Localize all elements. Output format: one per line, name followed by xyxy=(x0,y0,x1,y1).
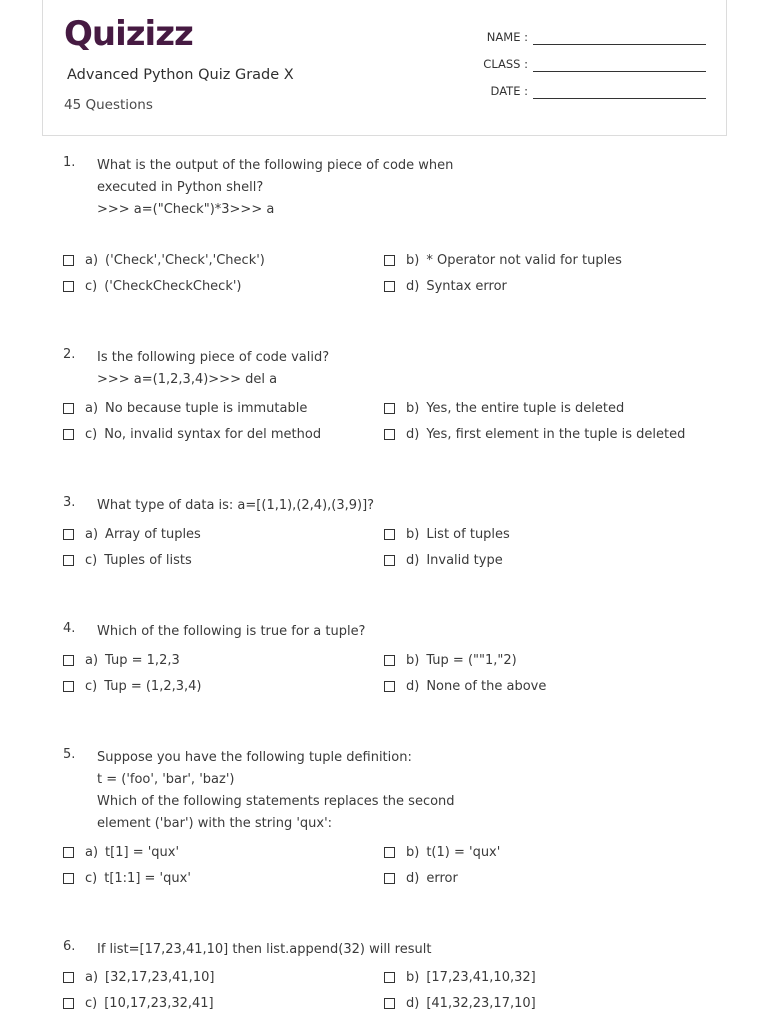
checkbox[interactable] xyxy=(384,555,395,566)
option-text: Tup = (""1,"2) xyxy=(426,652,517,668)
option-text: t[1:1] = 'qux' xyxy=(104,870,191,886)
option-letter: c) xyxy=(85,995,98,1011)
option-letter: c) xyxy=(85,870,98,886)
name-line[interactable] xyxy=(533,44,706,45)
checkbox[interactable] xyxy=(384,681,395,692)
checkbox[interactable] xyxy=(63,403,74,414)
quizizz-logo: Quizizz xyxy=(64,14,193,54)
checkbox[interactable] xyxy=(384,429,395,440)
option-letter: d) xyxy=(406,426,420,442)
option-letter: b) xyxy=(406,252,420,268)
checkbox[interactable] xyxy=(63,972,74,983)
question-line: If list=[17,23,41,10] then list.append(32) will result xyxy=(97,942,432,957)
checkbox[interactable] xyxy=(63,281,74,292)
class-label: CLASS : xyxy=(483,57,528,71)
option-letter: b) xyxy=(406,652,420,668)
question-text xyxy=(97,347,477,391)
option-letter: a) xyxy=(85,652,99,668)
option-text: ('CheckCheckCheck') xyxy=(104,278,242,294)
option-c[interactable] xyxy=(63,676,201,696)
quiz-title: Advanced Python Quiz Grade X xyxy=(67,67,294,83)
option-letter: d) xyxy=(406,870,420,886)
checkbox[interactable] xyxy=(63,847,74,858)
option-b[interactable] xyxy=(384,967,536,987)
option-text: ('Check','Check','Check') xyxy=(105,252,265,268)
checkbox[interactable] xyxy=(384,281,395,292)
checkbox[interactable] xyxy=(63,655,74,666)
option-text: None of the above xyxy=(426,678,547,694)
question-number: 5. xyxy=(63,747,76,762)
option-letter: b) xyxy=(406,526,420,542)
option-text: No because tuple is immutable xyxy=(105,400,308,416)
option-b[interactable] xyxy=(384,250,622,270)
option-b[interactable] xyxy=(384,398,624,418)
option-a[interactable] xyxy=(63,398,307,418)
option-letter: a) xyxy=(85,526,99,542)
option-text: List of tuples xyxy=(426,526,510,542)
option-text: [41,32,23,17,10] xyxy=(426,995,536,1011)
option-b[interactable] xyxy=(384,842,500,862)
question-text xyxy=(97,495,477,517)
option-text: Tuples of lists xyxy=(104,552,192,568)
question-line: Is the following piece of code valid? xyxy=(97,350,330,365)
checkbox[interactable] xyxy=(384,998,395,1009)
option-letter: a) xyxy=(85,252,99,268)
option-letter: d) xyxy=(406,678,420,694)
question-line: element ('bar') with the string 'qux': xyxy=(97,816,333,831)
option-text: error xyxy=(426,870,458,886)
option-d[interactable] xyxy=(384,276,507,296)
option-letter: d) xyxy=(406,552,420,568)
option-b[interactable] xyxy=(384,524,510,544)
question-number: 4. xyxy=(63,621,76,636)
question-text xyxy=(97,155,477,221)
option-letter: b) xyxy=(406,844,420,860)
option-d[interactable] xyxy=(384,424,685,444)
checkbox[interactable] xyxy=(384,655,395,666)
student-info-fields xyxy=(463,28,708,109)
option-letter: b) xyxy=(406,400,420,416)
question-count: 45 Questions xyxy=(64,97,153,113)
question-text xyxy=(97,747,477,835)
question-line: What is the output of the following piece of code when xyxy=(97,158,454,173)
checkbox[interactable] xyxy=(384,529,395,540)
question-number: 2. xyxy=(63,347,76,362)
option-c[interactable] xyxy=(63,868,191,888)
option-d[interactable] xyxy=(384,676,546,696)
question-line: Suppose you have the following tuple definition: xyxy=(97,750,412,765)
option-letter: c) xyxy=(85,678,98,694)
option-text: [17,23,41,10,32] xyxy=(426,969,536,985)
checkbox[interactable] xyxy=(63,555,74,566)
date-line[interactable] xyxy=(533,98,706,99)
date-field[interactable] xyxy=(463,82,708,109)
option-text: Yes, first element in the tuple is deleted xyxy=(426,426,686,442)
option-letter: c) xyxy=(85,552,98,568)
option-text: Yes, the entire tuple is deleted xyxy=(426,400,625,416)
checkbox[interactable] xyxy=(63,529,74,540)
name-label: NAME : xyxy=(486,30,528,44)
question-line: Which of the following is true for a tuple? xyxy=(97,624,366,639)
option-a[interactable] xyxy=(63,842,179,862)
question-line: >>> a=(1,2,3,4)>>> del a xyxy=(97,372,278,387)
option-d[interactable] xyxy=(384,868,458,888)
checkbox[interactable] xyxy=(63,873,74,884)
checkbox[interactable] xyxy=(63,429,74,440)
class-line[interactable] xyxy=(533,71,706,72)
option-letter: a) xyxy=(85,969,99,985)
option-a[interactable] xyxy=(63,650,180,670)
worksheet-header xyxy=(42,0,727,136)
question-number: 3. xyxy=(63,495,76,510)
date-label: DATE : xyxy=(490,84,528,98)
checkbox[interactable] xyxy=(384,255,395,266)
option-a[interactable] xyxy=(63,967,214,987)
option-a[interactable] xyxy=(63,250,265,270)
question-number: 1. xyxy=(63,155,76,170)
option-letter: a) xyxy=(85,844,99,860)
option-c[interactable] xyxy=(63,550,192,570)
option-text: Invalid type xyxy=(426,552,503,568)
option-text: * Operator not valid for tuples xyxy=(426,252,622,268)
question-line: t = ('foo', 'bar', 'baz') xyxy=(97,772,235,787)
option-text: t(1) = 'qux' xyxy=(426,844,501,860)
checkbox[interactable] xyxy=(63,681,74,692)
checkbox[interactable] xyxy=(384,873,395,884)
question-line: Which of the following statements replaces the second xyxy=(97,794,455,809)
option-text: Syntax error xyxy=(426,278,507,294)
checkbox[interactable] xyxy=(384,972,395,983)
name-field[interactable] xyxy=(463,28,708,55)
question-text xyxy=(97,939,477,961)
option-text: Array of tuples xyxy=(105,526,201,542)
question-line: What type of data is: a=[(1,1),(2,4),(3,9)]? xyxy=(97,498,375,513)
option-text: Tup = 1,2,3 xyxy=(105,652,180,668)
option-text: [32,17,23,41,10] xyxy=(105,969,215,985)
option-c[interactable] xyxy=(63,276,242,296)
question-line: executed in Python shell? xyxy=(97,180,264,195)
option-text: [10,17,23,32,41] xyxy=(104,995,214,1011)
option-letter: c) xyxy=(85,426,98,442)
option-c[interactable] xyxy=(63,424,321,444)
question-text xyxy=(97,621,477,643)
option-a[interactable] xyxy=(63,524,201,544)
option-letter: a) xyxy=(85,400,99,416)
checkbox[interactable] xyxy=(384,847,395,858)
checkbox[interactable] xyxy=(63,998,74,1009)
option-c[interactable] xyxy=(63,993,214,1013)
checkbox[interactable] xyxy=(384,403,395,414)
question-number: 6. xyxy=(63,939,76,954)
class-field[interactable] xyxy=(463,55,708,82)
option-text: No, invalid syntax for del method xyxy=(104,426,322,442)
option-b[interactable] xyxy=(384,650,517,670)
option-text: t[1] = 'qux' xyxy=(105,844,180,860)
option-d[interactable] xyxy=(384,993,536,1013)
question-line: >>> a=("Check")*3>>> a xyxy=(97,202,275,217)
option-letter: c) xyxy=(85,278,98,294)
option-letter: d) xyxy=(406,995,420,1011)
option-letter: d) xyxy=(406,278,420,294)
option-text: Tup = (1,2,3,4) xyxy=(104,678,202,694)
checkbox[interactable] xyxy=(63,255,74,266)
option-d[interactable] xyxy=(384,550,503,570)
option-letter: b) xyxy=(406,969,420,985)
